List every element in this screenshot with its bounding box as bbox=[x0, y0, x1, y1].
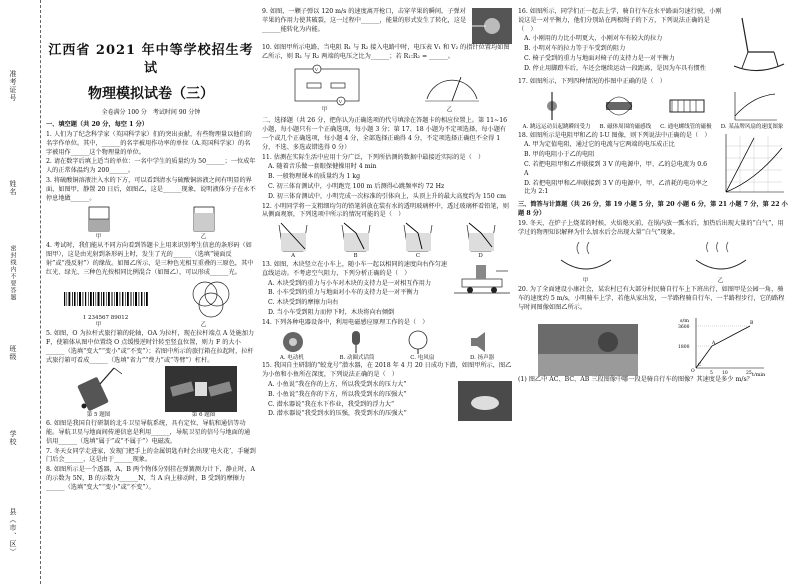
graph-x-axis-label: t/min bbox=[752, 371, 766, 376]
q12-figure bbox=[262, 221, 512, 253]
satellite-figure bbox=[165, 366, 237, 412]
q20-subquestion-1: (1) 图乙中 AC、BC、AB 三段图像中哪一段是骑自行车的图像？其速度是多少 m/s？ bbox=[518, 375, 753, 383]
column-1 bbox=[46, 8, 256, 494]
svg-text:V: V bbox=[339, 98, 342, 104]
svg-text:V: V bbox=[315, 66, 318, 72]
graph-tick-1800: 1800 bbox=[678, 344, 690, 350]
suitcase-figure bbox=[66, 366, 126, 412]
barcode-figure bbox=[62, 291, 150, 311]
question-8: 8. 如图所示是一个透器，A、B 两个物体分别挂在弹簧测力计下，静止时，A 的示数为 5N，B 的示数为______N，当 A 向上移动时，B 受到的摩擦力______（选填“变大”“变小”或“不变”）。 bbox=[46, 466, 255, 491]
voltmeter-dial-figure bbox=[417, 63, 487, 107]
exam-info: 全卷满分 100 分 考试时间 90 分钟 bbox=[101, 108, 201, 116]
question-11: 11. 估测在实际生活中应用十分广泛，下列所估测的数据中最接近实际的是（ ） bbox=[262, 153, 485, 161]
glass-c-figure bbox=[398, 221, 438, 253]
magnet-field-figure bbox=[592, 88, 646, 124]
binding-margin bbox=[0, 0, 41, 584]
speaker-figure bbox=[463, 329, 499, 355]
wok-heat-figure bbox=[686, 238, 756, 278]
q18-option-c: C. 若把电阻甲和乙并联接到 3 V 的电源中，甲、乙的总电流为 0.6 A bbox=[524, 160, 708, 177]
glass-b-figure bbox=[336, 221, 376, 253]
column-2 bbox=[262, 8, 512, 421]
q12-label-a: A bbox=[291, 253, 296, 260]
q19-label-a: 甲 bbox=[582, 278, 589, 285]
question-13: 13. 如图，木块竖立在小车上，随小车一起以相同的速度向右作匀速直线运动。不考虑空气阻力，下列分析正确的是（ ） bbox=[262, 260, 448, 277]
q19-label-b: 乙 bbox=[717, 278, 724, 285]
q10-label-a: 甲 bbox=[321, 106, 328, 113]
rocking-chair-figure bbox=[728, 8, 788, 78]
question-10: 10. 如图甲所示电路，当电阻 R₁ 与 R₂ 接入电路中时，电压表 V₁ 和 V₂ 的指针位置均如图乙所示，则 R₁ 与 R₂ 两端的电压之比为______；若 R₁:R₂ = ______。 bbox=[262, 44, 510, 60]
q4-label-a: 甲 bbox=[95, 322, 102, 329]
motor-figure bbox=[275, 329, 311, 355]
graph-tick-5: 5 bbox=[710, 370, 713, 376]
q17-figure bbox=[518, 88, 788, 124]
q14-figure bbox=[262, 329, 512, 355]
question-16: 16. 如图所示，同学们正一起去上学，骑自行车在水平路面匀速行驶，小刚说这是一对平衡力，他们分别站在两根绳子的下方，下列说法正确的是（ ） bbox=[518, 8, 722, 33]
question-18: 18. 如图所示是电阻甲和乙的 I-U 图像，则下列说法中正确的是（ ） bbox=[518, 131, 711, 139]
question-1: 1. 人们为了纪念科学家（英国科学家）们的突出贡献，有些物理量以他们的名字作单位。其中，______的名字被用作功率的单位（A.英国科学家）的名字被用作______这个物理量的单位。 bbox=[46, 131, 252, 156]
submarine-figure bbox=[458, 381, 512, 421]
name-label: 姓名 bbox=[9, 180, 17, 196]
school-label: 学校 bbox=[9, 430, 17, 446]
q18-option-a: A. 甲为定值电阻，通过它的电流与它两端的电压成正比 bbox=[524, 141, 675, 149]
q5-q6-figure bbox=[46, 366, 256, 412]
graph-point-b: B bbox=[750, 320, 754, 326]
q11-option-a: A. 随着音乐做一套眼保健操用时 4 min bbox=[268, 163, 377, 171]
q5-fig-label: 第 5 题图 bbox=[86, 412, 111, 419]
q13-option-b: B. 小车受到的重力与地面对小车的支持力是一对平衡力 bbox=[268, 289, 419, 297]
glass-d-figure bbox=[461, 221, 501, 253]
exam-subtitle: 物理模拟试卷（三） bbox=[88, 85, 214, 102]
q11-option-c: C. 初三体育测试中，小明跑完 100 m 后测得心跳频率约 72 Hz bbox=[268, 182, 445, 190]
q13-option-d: D. 当小车受到阻力而停下时，木块将向右倾倒 bbox=[268, 308, 395, 316]
q15-option-a: A. 小鱼说“我在你的上方，所以我受到水的压力大” bbox=[268, 380, 407, 388]
microphone-figure bbox=[338, 329, 374, 355]
q4-label-b: 乙 bbox=[200, 322, 207, 329]
park-photo-figure bbox=[538, 324, 638, 376]
q19-figure bbox=[518, 238, 788, 278]
question-4: 4. 考试时，我们能从不同方向看到答题卡上用来识别考生信息的条形码（如图甲），这是由光射到条形码上时，发生了光的______（选填“镜面反射”或“漫反射”）的缘故。如图乙所示，是三种色光相互重叠的三原色，其中红光、绿光、三种色光按相同比例混合（如图乙），可以形成______光。 bbox=[46, 242, 254, 276]
force-diagram-figure bbox=[525, 88, 579, 124]
question-12: 12. 小明同学将一支粗细均匀的铅笔斜放在装有水的透明玻璃杯中，透过玻璃杯看铅笔，则从侧面观察，下列选项中所示的情况可能的是（ ） bbox=[262, 202, 509, 219]
q11-option-d: D. 初三体育测试中，小明完成一次标准的引体向上，头顶上升的最大高度约为 150 cm bbox=[268, 192, 506, 200]
question-15: 15. 我国自主研制的“蛟龙号”潜水器，在 2018 年 4 月 20 日成功下潜，如图甲所示，图乙为小鱼和小鱼所在深度，下列说法正确的是（ ） bbox=[262, 362, 512, 379]
q15-option-b: B. 小鱼说“我在你的下方，所以我受到水的压强大” bbox=[268, 390, 407, 398]
beaker-b-figure bbox=[184, 204, 224, 234]
q16-option-c: C. 椅子受到的重力与地面对椅子的支持力是一对平衡力 bbox=[524, 54, 675, 62]
q18-option-d: D. 若把电阻甲和乙串联接到 3 V 的电源中，甲、乙消耗的电功率之比为 2:1 bbox=[524, 179, 708, 196]
cart-block-figure bbox=[452, 261, 512, 301]
question-20: 20. 为了全面建设小康社会，某农村已有大部分村民骑自行车上下班出行，如图甲是公园一角，骑车的速度约 5 m/s，小明骑车上学，若他从家出发，一半路程骑自行车，一半路程步行，它的路程与时间图像如图乙所示。 bbox=[518, 286, 785, 311]
glass-a-figure bbox=[273, 221, 313, 253]
question-7: 7. 冬天女同学走进家，发现门把手上的金属钥匙有时会出现‘电火花’，手碰到门后会______，这是由于______现象。 bbox=[46, 447, 256, 464]
q3-label-a: 甲 bbox=[95, 234, 102, 241]
section-2-heading: 二、选择题（共 26 分，把你认为正确选项的代号填涂在答题卡的相应位置上。第 11~16 小题，每小题只有一个正确选项，每小题 3 分；第 17、18 小题为不定项选择，每小题有一个或几个正确选项，每小题 4 分，全部选择正确得 4 分，不定项选择正确但不全得 1 分，不选、多选或错选得 0 分） bbox=[262, 117, 508, 151]
question-17: 17. 如图所示，下列四种情况的作图中正确的是（ ） bbox=[518, 78, 666, 85]
circuit-figure bbox=[287, 63, 367, 107]
section-1-heading: 一、填空题（共 20 分，每空 1 分） bbox=[46, 121, 148, 129]
question-6: 6. 如图是我国自行研制的北斗卫星导航系统，具有定位、导航和通信等功能。导航卫星与地面间传递信息是利用______，导航卫星的信号与地面的通信用______（选填“属于”或“不属于”）电磁波。 bbox=[46, 420, 251, 445]
q14-label-b: B. 动圈式话筒 bbox=[339, 354, 375, 361]
graph-origin-o: O bbox=[691, 368, 695, 374]
q10-figure bbox=[262, 63, 512, 107]
q16-option-a: A. 小刚用的力比小明更大，小刚对车有较大的拉力 bbox=[524, 35, 663, 43]
q17-label-d: D. 某品牌风扇的速度图象 bbox=[720, 123, 784, 130]
graph-tick-3600: 3600 bbox=[678, 324, 690, 330]
exam-title: 江西省 2021 年中等学校招生考试 bbox=[48, 43, 254, 77]
q15-option-d: D. 潜水器说“我受到水的压强，我受到水的压强大” bbox=[268, 410, 407, 418]
distance-time-graph bbox=[678, 314, 768, 376]
graph-point-c: C bbox=[698, 362, 702, 368]
solenoid-figure bbox=[660, 88, 714, 124]
question-14: 14. 下列各种电器设备中，利用电磁感应原理工作的是（ ） bbox=[262, 318, 429, 326]
question-2: 2. 请在数字后填上适当的单位：一名中学生的质量约为 50______；一位成年人的正常体温约为 200______。 bbox=[46, 158, 256, 175]
q12-label-c: C bbox=[415, 253, 421, 260]
q14-label-c: C. 电风扇 bbox=[410, 354, 435, 361]
graph-tick-10: 10 bbox=[722, 370, 728, 376]
iu-graph-figure bbox=[716, 132, 788, 198]
graph-y-axis-label: s/m bbox=[680, 317, 689, 324]
bullet-apple-figure bbox=[472, 8, 512, 44]
graph-tick-25: 25 bbox=[746, 370, 752, 376]
q3-figure bbox=[46, 204, 256, 234]
q15-option-c: C. 潜水器说“我在水下作业，我受到的浮力大” bbox=[268, 400, 395, 408]
column-3 bbox=[518, 8, 788, 385]
question-19: 19. 冬天，在炉子上烧菜的时候，火焰熄灭前，在锅内放一瓢水后，加热后出现大量的“白气”，用学过的物理知识解释为什么加水后会出现大量“白气”现象。 bbox=[518, 219, 784, 236]
q13-option-a: A. 木块受到的重力与小车对木块的支持力是一对相互作用力 bbox=[268, 279, 432, 287]
q14-label-a: A. 电动机 bbox=[279, 354, 304, 361]
q6-fig-label: 第 6 题图 bbox=[191, 412, 216, 419]
q17-label-c: C. 通电螺线管的磁极 bbox=[660, 123, 712, 130]
q4-figure bbox=[46, 278, 256, 322]
q12-label-b: B bbox=[353, 253, 358, 260]
seal-line-label: 密封线内不要答题 bbox=[9, 245, 16, 301]
rgb-circles-figure bbox=[181, 278, 241, 322]
q3-label-b: 乙 bbox=[200, 234, 207, 241]
q11-option-b: B. 一般物理课本的质量约为 1 kg bbox=[268, 173, 361, 181]
question-3: 3. 将硫酸铜溶液注入水的下方，可以看到清水与硫酸铜溶液之间有明显的界面，如图甲，静置 20 日后，如图乙，这是______现象，说明液体分子在永不停息地做______。 bbox=[46, 177, 256, 202]
q13-option-c: C. 木块受到的摩擦力向右 bbox=[268, 299, 339, 307]
q14-label-d: D. 扬声器 bbox=[469, 354, 495, 361]
speed-graph-figure bbox=[727, 88, 781, 124]
q10-label-b: 乙 bbox=[446, 106, 453, 113]
q17-label-a: A. 跳远运动员起跳瞬间受力 bbox=[522, 123, 591, 130]
q16-option-b: B. 小明对车的拉力等于车受到的阻力 bbox=[524, 45, 626, 53]
wok-steam-figure bbox=[551, 238, 621, 278]
section-3-heading: 三、简答与计算题（共 26 分，第 19 小题 5 分，第 20 小题 6 分，第 21 小题 7 分，第 22 小题 8 分） bbox=[518, 201, 788, 217]
barcode-digits: 1 234567 89012 bbox=[82, 314, 129, 321]
class-label: 班级 bbox=[9, 345, 17, 361]
exam-id-label: 准考证号 bbox=[9, 70, 17, 102]
fan-figure bbox=[400, 329, 436, 355]
question-9: 9. 如图，一颗子弹以 120 m/s 的速度离开枪口，击穿苹果的瞬间，子弹对苹果的作用力使其破裂，这一过程中______，能量的形式发生了转化，这是______能转化为内能。 bbox=[262, 8, 467, 33]
beaker-a-figure bbox=[79, 204, 119, 234]
q20-figure bbox=[518, 314, 788, 376]
county-label: 县（市、区） bbox=[9, 508, 17, 556]
graph-point-a: A bbox=[712, 340, 716, 346]
q17-label-b: B. 磁体周围的磁感线 bbox=[599, 123, 652, 130]
q18-option-b: B. 甲的电阻小于乙的电阻 bbox=[524, 151, 595, 159]
question-5: 5. 如图，O 为拉杆式旅行箱的轮轴，OA 为拉杆，现在拉杆端点 A 处施加力 F，使箱体从图中位置绕 O 点缓慢逆时针转至竖直位置，则力 F 的大小______（选填“变大”“变小”或“不变”）；若图中所示的旅行箱在拉起时，拉杆式旅行箱可看成______（选填“省力”“费力”或“等臂”）杠杆。 bbox=[46, 330, 255, 364]
q12-label-d: D bbox=[478, 253, 483, 260]
q16-option-d: D. 停止用脚蹬车后，车还会继续运动一段距离，是因为车具有惯性 bbox=[524, 64, 706, 72]
